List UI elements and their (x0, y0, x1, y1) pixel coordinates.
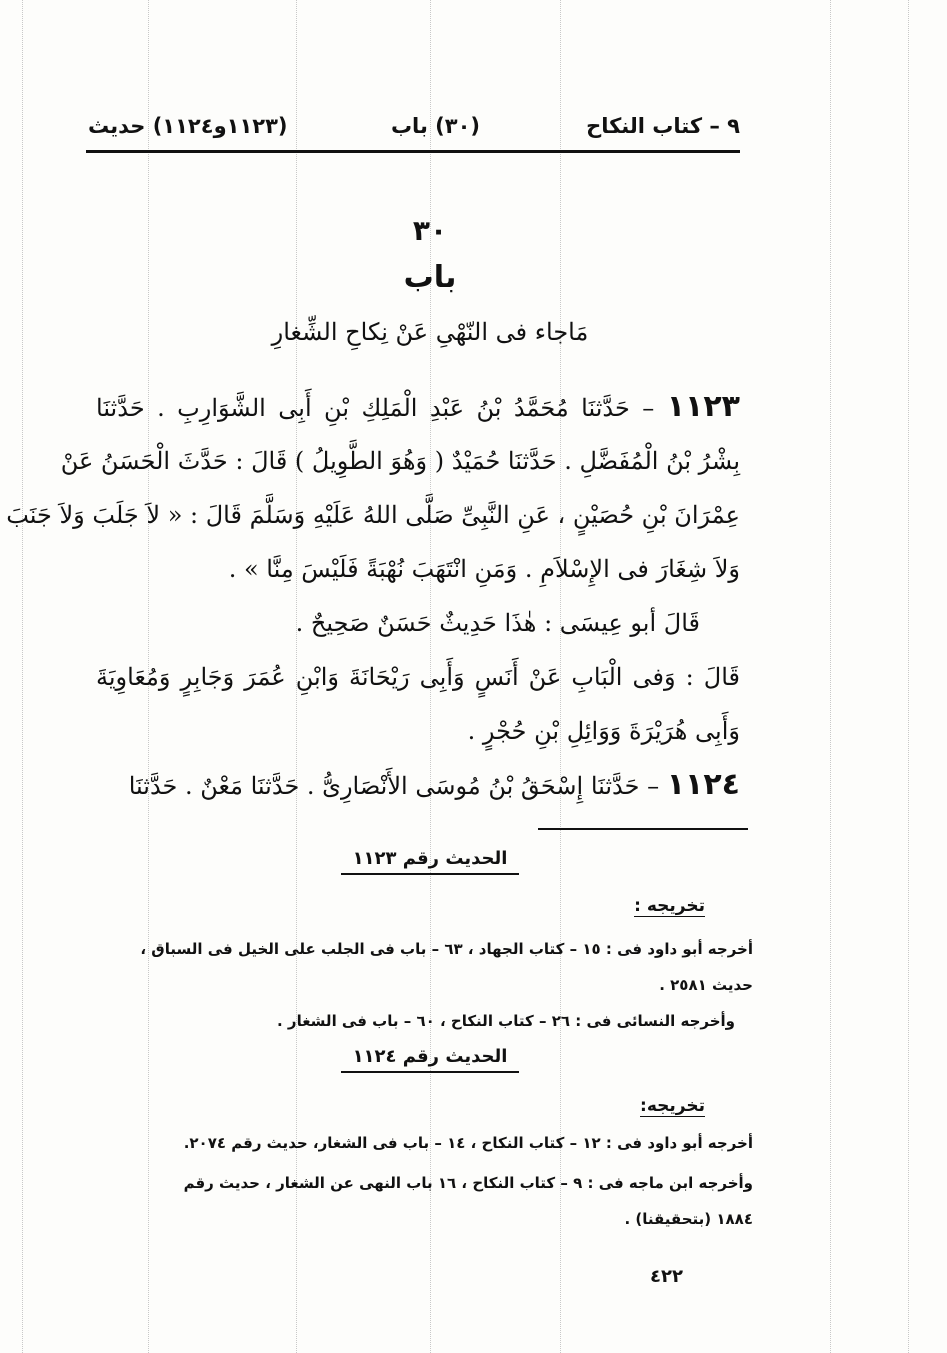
footnote-line: أخرجه أبو داود فى : ١٥ – كتاب الجهاد ، ٦٣ – باب فى الجلب على الخيل فى السباق ، (140, 940, 753, 958)
header-rule (86, 150, 740, 153)
scan-artifact-line (22, 0, 23, 1353)
footnote-line: أخرجه أبو داود فى : ١٢ – كتاب النكاح ، ١٤ – باب فى الشغار، حديث رقم ٢٠٧٤. (183, 1134, 753, 1152)
footnote-heading-text: الحديث رقم ١١٢٤ (341, 1046, 520, 1073)
hadith-line: عِمْرَانَ بْنِ حُصَيْنٍ ، عَنِ النَّبِىِّ صَلَّى اللهُ عَلَيْهِ وَسَلَّمَ قَالَ : « لاَ جَلَبَ وَلاَ جَنَبَ (6, 501, 740, 529)
footnote-heading (0, 1046, 860, 1073)
takhrij-label: تخريجه: (640, 1096, 705, 1116)
chapter-number: ٣٠ (412, 214, 448, 247)
page-number: ٤٢٢ (650, 1266, 683, 1287)
scan-artifact-line (908, 0, 909, 1353)
hadith-line: وَأَبِى هُرَيْرَةَ وَوَائِلِ بْنِ حُجْرٍ . (467, 717, 740, 745)
header-hadith-range: (١١٢٣و١١٢٤) حديث (88, 114, 288, 138)
hadith-line (96, 380, 740, 434)
running-header (88, 112, 740, 148)
hadith-line: قَالَ : وَفى الْبَابِ عَنْ أَنَسٍ وَأَبِى رَيْحَانَةَ وَابْنِ عُمَرَ وَجَابِرٍ وَمُعَاوِيَةَ (96, 663, 740, 691)
hadith-number: ١١٢٣ (666, 389, 740, 424)
chapter-heading: باب (403, 260, 457, 295)
footnote-line: وأخرجه ابن ماجه فى : ٩ – كتاب النكاح ، ١٦ باب النهى عن الشغار ، حديث رقم (183, 1174, 753, 1192)
footnote-heading-text: الحديث رقم ١١٢٣ (341, 848, 520, 875)
takhrij-label: تخريجه : (634, 896, 705, 916)
hadith-text-span: – حَدَّثنَا مُحَمَّدُ بْنُ عَبْدِ الْمَلِكِ بْنِ أَبِى الشَّوَارِبِ . حَدَّثنَا (96, 394, 655, 422)
scan-artifact-line (830, 0, 831, 1353)
footnote-separator (538, 828, 748, 830)
hadith-text-span: – حَدَّثنَا إِسْحَقُ بْنُ مُوسَى الأَنْصَارِىُّ . حَدَّثنَا مَعْنٌ . حَدَّثنَا (128, 772, 660, 800)
footnote-heading (0, 848, 860, 875)
hadith-text (6, 380, 740, 812)
grading-line: قَالَ أبو عِيسَى : هٰذَا حَدِيثٌ حَسَنٌ صَحِيحٌ . (295, 609, 700, 637)
header-book-title: ٩ – كتاب النكاح (586, 114, 740, 138)
hadith-line: بِشْرُ بْنُ الْمُفَضَّلِ . حَدَّثنَا حُمَيْدٌ ( وَهُوَ الطَّوِيلُ ) قَالَ : حَدَّثَ الْحَسَنُ عَنْ (60, 447, 740, 475)
footnote-line: وأخرجه النسائى فى : ٢٦ – كتاب النكاح ، ٦٠ – باب فى الشغار . (277, 1012, 735, 1030)
hadith-number: ١١٢٤ (666, 767, 740, 802)
chapter-title: مَاجاء فى النّهْىِ عَنْ نِكاحِ الشِّغارِ (271, 318, 589, 346)
hadith-line (96, 758, 740, 812)
footnote-line: حديث ٢٥٨١ . (659, 976, 753, 994)
footnote-line: ١٨٨٤ (بتحقيقنا) . (624, 1210, 753, 1228)
header-chapter: (٣٠) باب (390, 114, 480, 138)
hadith-line: وَلاَ شِغَارَ فى الإِسْلاَمِ . وَمَنِ انْتَهَبَ نُهْبَةً فَلَيْسَ مِنَّا » . (228, 555, 740, 583)
